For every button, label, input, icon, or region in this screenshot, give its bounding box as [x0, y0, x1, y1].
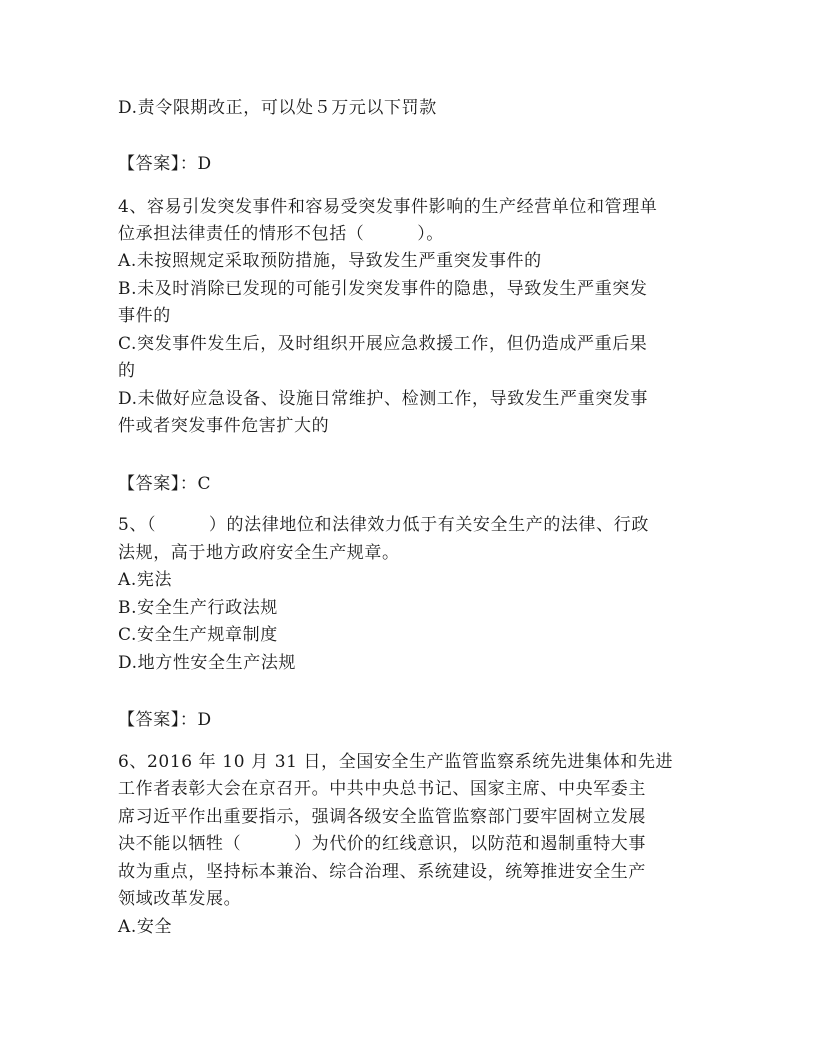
q5-option-b: B.安全生产行政法规	[118, 598, 278, 618]
q5-stem-line-2: 法规，高于地方政府安全生产规章。	[118, 543, 400, 563]
q6-stem-line-3: 席习近平作出重要指示，强调各级安全监管监察部门要牢固树立发展	[118, 807, 646, 827]
q4-option-a: A.未按照规定采取预防措施，导致发生严重突发事件的	[118, 251, 542, 271]
q5-option-d: D.地方性安全生产法规	[118, 653, 297, 673]
q3-option-d: D.责令限期改正，可以处５万元以下罚款	[118, 98, 437, 118]
q4-option-c-line-1: C.突发事件发生后，及时组织开展应急救援工作，但仍造成严重后果	[118, 334, 648, 354]
q5-option-a: A.宪法	[118, 570, 173, 590]
q4-stem-line-1: 4、容易引发突发事件和容易受突发事件影响的生产经营单位和管理单	[118, 197, 658, 217]
q4-option-d-line-1: D.未做好应急设备、设施日常维护、检测工作，导致发生严重突发事	[118, 389, 649, 409]
q3-answer: 【答案】：D	[118, 154, 212, 174]
q6-stem-line-4: 决不能以牺牲（ ）为代价的红线意识，以防范和遏制重特大事	[118, 834, 646, 854]
q4-option-d-line-2: 件或者突发事件危害扩大的	[118, 416, 330, 436]
q5-option-c: C.安全生产规章制度	[118, 625, 278, 645]
q4-option-b-line-2: 事件的	[118, 306, 171, 326]
q4-answer: 【答案】：C	[118, 474, 212, 494]
q6-stem-line-5: 故为重点，坚持标本兼治、综合治理、系统建设，统筹推进安全生产	[118, 862, 646, 882]
q4-stem-line-2: 位承担法律责任的情形不包括（ ）。	[118, 224, 444, 244]
q6-option-a: A.安全	[118, 917, 173, 937]
q4-option-c-line-2: 的	[118, 361, 136, 381]
q5-answer: 【答案】：D	[118, 710, 212, 730]
q6-stem-line-6: 领域改革发展。	[118, 889, 242, 909]
q5-stem-line-1: 5、（ ）的法律地位和法律效力低于有关安全生产的法律、行政	[118, 515, 649, 535]
q4-option-b-line-1: B.未及时消除已发现的可能引发突发事件的隐患，导致发生严重突发	[118, 279, 648, 299]
q6-stem-line-2: 工作者表彰大会在京召开。中共中央总书记、国家主席、中央军委主	[118, 779, 646, 799]
q6-stem-line-1: 6、2016 年 10 月 31 日，全国安全生产监管监察系统先进集体和先进	[118, 752, 674, 772]
